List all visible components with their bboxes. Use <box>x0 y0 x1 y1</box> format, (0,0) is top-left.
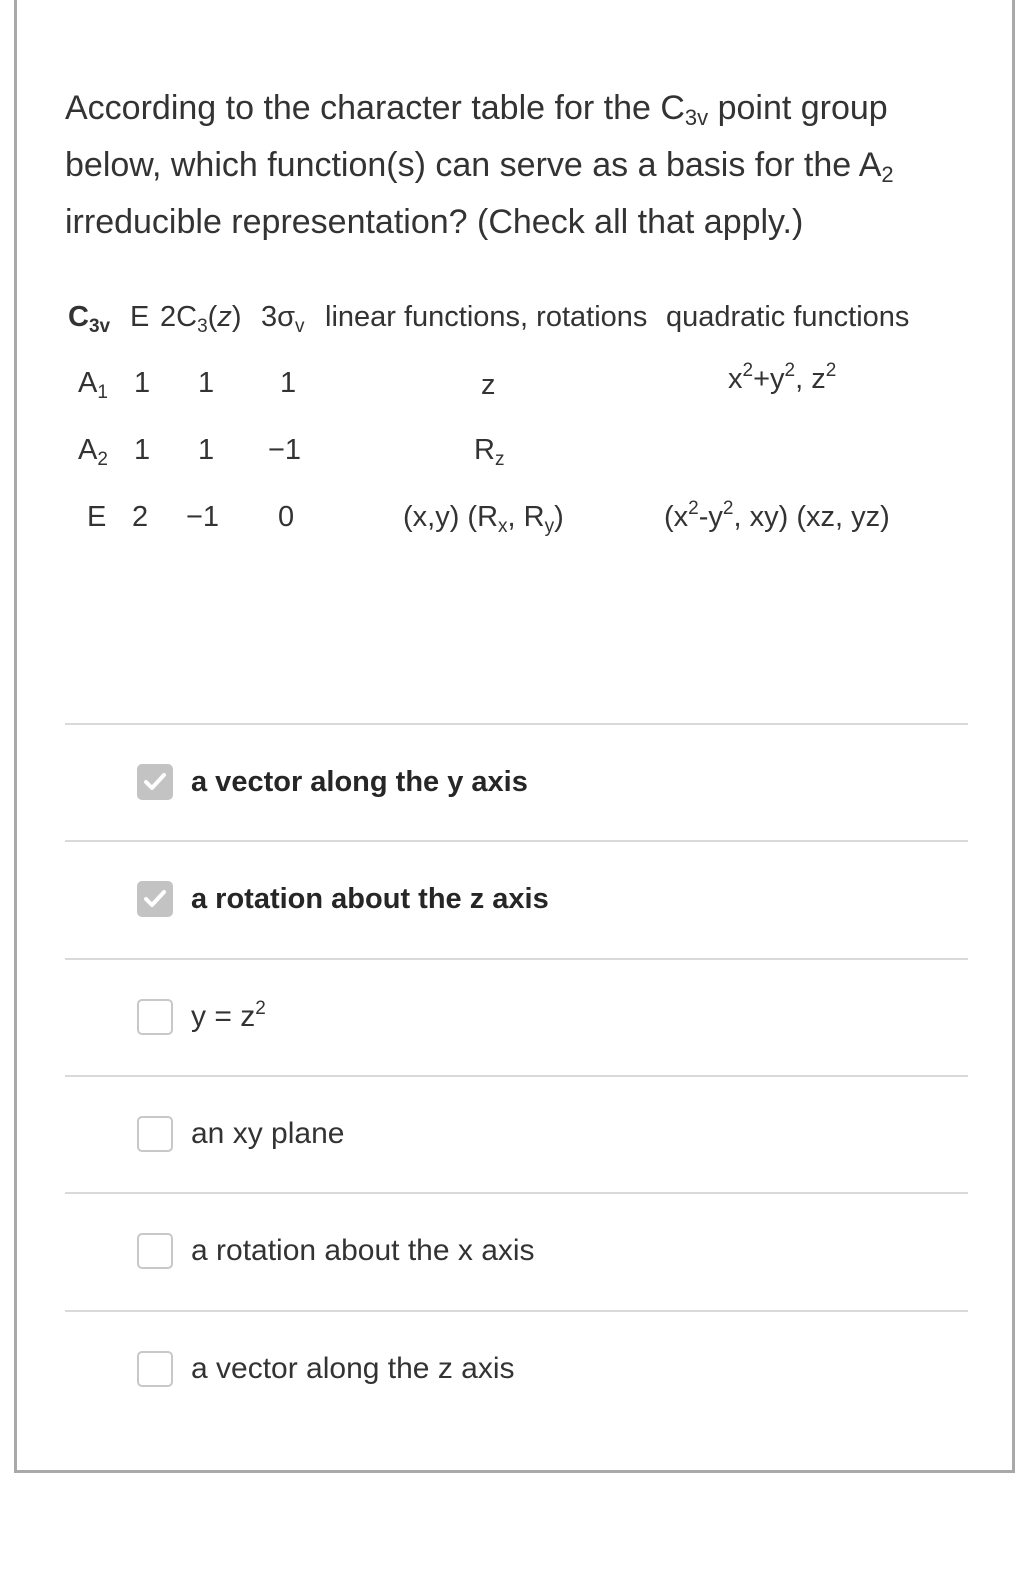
check-icon <box>141 885 169 913</box>
option-label: an xy plane <box>191 1117 345 1150</box>
checkbox[interactable] <box>137 1233 173 1269</box>
table-header-group: $C_{3v}$ <box>68 301 111 337</box>
option-divider <box>65 723 968 725</box>
check-icon <box>141 768 169 796</box>
table-header-quadratic: quadratic functions <box>666 301 910 333</box>
option-divider <box>65 1310 968 1312</box>
option-label: a vector along the y axis <box>191 765 528 798</box>
option-xy-plane[interactable] <box>137 1114 344 1154</box>
option-label: a rotation about the x axis <box>191 1234 535 1267</box>
row-a2-sigma: −1 <box>268 434 302 466</box>
checkbox[interactable] <box>137 1351 173 1387</box>
row-a2-label: $A_2$ <box>78 434 108 470</box>
option-rotation-z-axis[interactable] <box>137 879 549 919</box>
option-divider <box>65 1192 968 1194</box>
checkbox[interactable] <box>137 1116 173 1152</box>
row-e-label: E <box>87 501 107 533</box>
table-header-linear: linear functions, rotations <box>325 301 648 333</box>
row-a2-e: 1 <box>134 434 151 466</box>
row-e-c3: −1 <box>186 501 220 533</box>
option-divider <box>65 958 968 960</box>
row-a1-c3: 1 <box>198 367 215 399</box>
option-label: $y = z^2$ <box>191 998 266 1033</box>
checkbox[interactable] <box>137 881 173 917</box>
option-vector-z-axis[interactable] <box>137 1349 515 1389</box>
row-a1-label: $A_1$ <box>78 367 108 403</box>
character-table <box>68 290 928 550</box>
option-divider <box>65 1075 968 1077</box>
row-a1-e: 1 <box>134 367 151 399</box>
row-a1-linear: z <box>481 369 496 401</box>
option-label: a rotation about the z axis <box>191 882 549 915</box>
option-rotation-x-axis[interactable] <box>137 1231 535 1271</box>
table-header-e: E <box>130 301 150 333</box>
question-text: According to the character table for the $C_{3v}$ point group below, which function(s) can serve as a basis for the $A_2$ irreducible representation? (Check all that apply.) <box>65 89 894 241</box>
row-e-linear: (x,y) ($R_x$, $R_y$) <box>403 501 564 537</box>
option-y-equals-z-squared[interactable] <box>137 997 266 1037</box>
row-a1-sigma: 1 <box>280 367 297 399</box>
option-vector-y-axis[interactable] <box>137 762 528 802</box>
checkbox[interactable] <box>137 764 173 800</box>
row-a2-linear: $R_z$ <box>474 434 505 470</box>
table-header-sigma: $3\sigma_v$ <box>261 301 305 337</box>
row-e-e: 2 <box>132 501 149 533</box>
option-label: a vector along the z axis <box>191 1352 515 1385</box>
checkbox[interactable] <box>137 999 173 1035</box>
row-a1-quadratic: $x^2+y^2$, $z^2$ <box>728 360 837 395</box>
table-header-c3: $2C_3(z)$ <box>160 301 242 337</box>
row-e-sigma: 0 <box>278 501 295 533</box>
row-a2-c3: 1 <box>198 434 215 466</box>
option-divider <box>65 840 968 842</box>
row-e-quadratic: ($x^2-y^2$, xy) (xz, yz) <box>664 498 890 533</box>
